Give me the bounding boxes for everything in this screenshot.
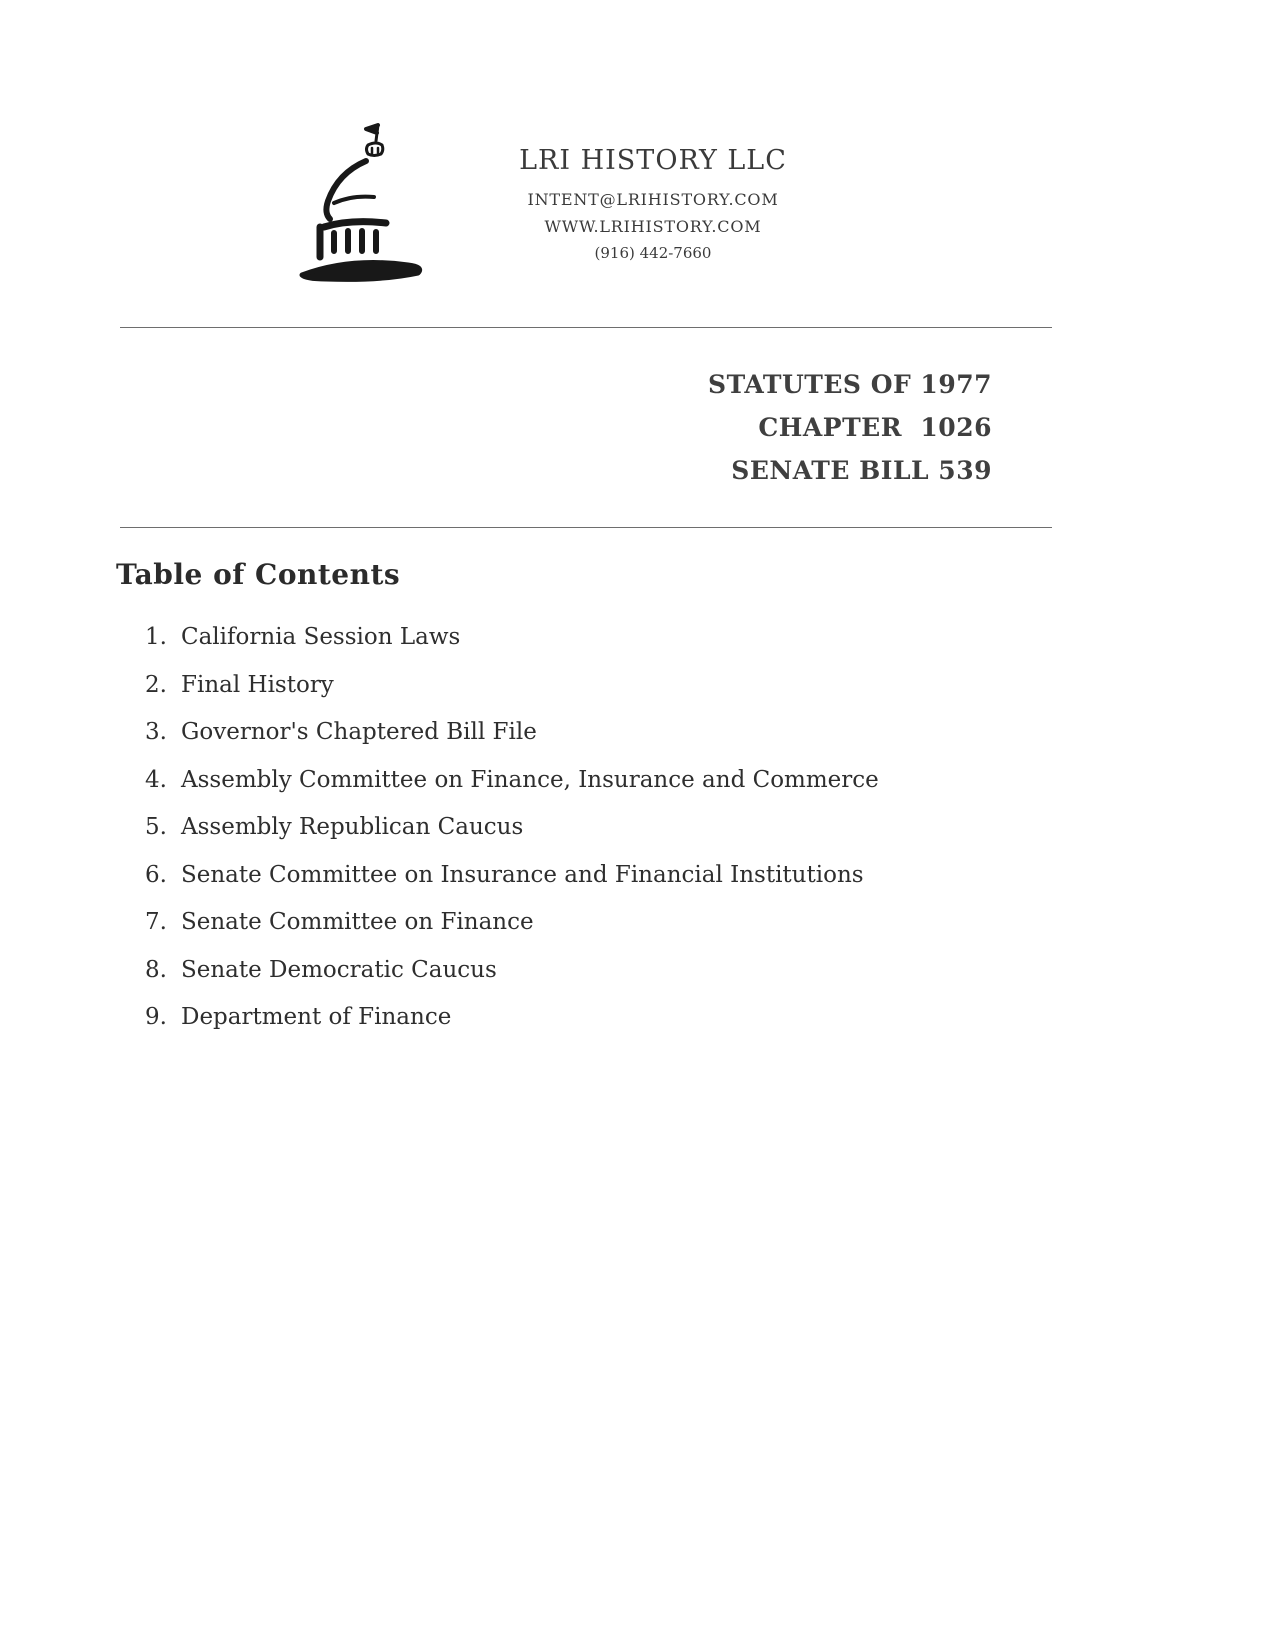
toc-item-number: 2.	[145, 671, 167, 698]
statute-bill: SENATE BILL 539	[731, 456, 992, 485]
toc-item	[145, 957, 1045, 984]
divider-top	[120, 327, 1052, 328]
toc-item	[145, 909, 1045, 936]
org-website: WWW.LRIHISTORY.COM	[544, 217, 762, 236]
toc-item-number: 5.	[145, 814, 167, 840]
statute-title-block	[120, 370, 992, 499]
toc-item	[145, 1004, 1045, 1031]
toc-item-label: Governor's Chaptered Bill File	[181, 719, 537, 745]
toc-item-number: 3.	[145, 719, 167, 745]
org-email: INTENT@LRIHISTORY.COM	[527, 190, 779, 209]
toc-item-number: 8.	[145, 956, 167, 983]
toc-item	[145, 624, 1045, 651]
toc-item-number: 1.	[145, 624, 167, 650]
toc-list	[145, 624, 1045, 1052]
org-contact-block	[488, 115, 818, 262]
toc-item	[145, 672, 1045, 699]
toc-item-label: Senate Committee on Finance	[181, 909, 534, 935]
statute-year: STATUTES OF 1977	[708, 370, 992, 399]
org-phone: (916) 442-7660	[594, 244, 712, 262]
toc-item-label: Final History	[181, 671, 334, 698]
toc-item-number: 6.	[145, 861, 167, 888]
toc-item-label: Department of Finance	[181, 1004, 452, 1030]
toc-item-label: Assembly Republican Caucus	[181, 814, 524, 840]
toc-item-number: 4.	[145, 766, 167, 793]
toc-item-label: Senate Democratic Caucus	[181, 956, 497, 983]
toc-item-number: 7.	[145, 909, 167, 935]
toc-item	[145, 814, 1045, 841]
divider-bottom	[120, 527, 1052, 528]
statute-chapter: CHAPTER 1026	[758, 413, 992, 442]
toc-item	[145, 862, 1045, 889]
org-name: LRI HISTORY LLC	[519, 145, 787, 176]
toc-item-label: California Session Laws	[181, 624, 461, 650]
toc-item	[145, 719, 1045, 746]
toc-title: Table of Contents	[116, 558, 401, 591]
toc-item-label: Senate Committee on Insurance and Financial Institutions	[181, 861, 864, 888]
letterhead	[290, 115, 818, 290]
toc-item-label: Assembly Committee on Finance, Insurance and Commerce	[181, 766, 879, 793]
toc-item-number: 9.	[145, 1004, 167, 1030]
capitol-dome-logo-icon	[290, 115, 450, 290]
toc-item	[145, 767, 1045, 794]
